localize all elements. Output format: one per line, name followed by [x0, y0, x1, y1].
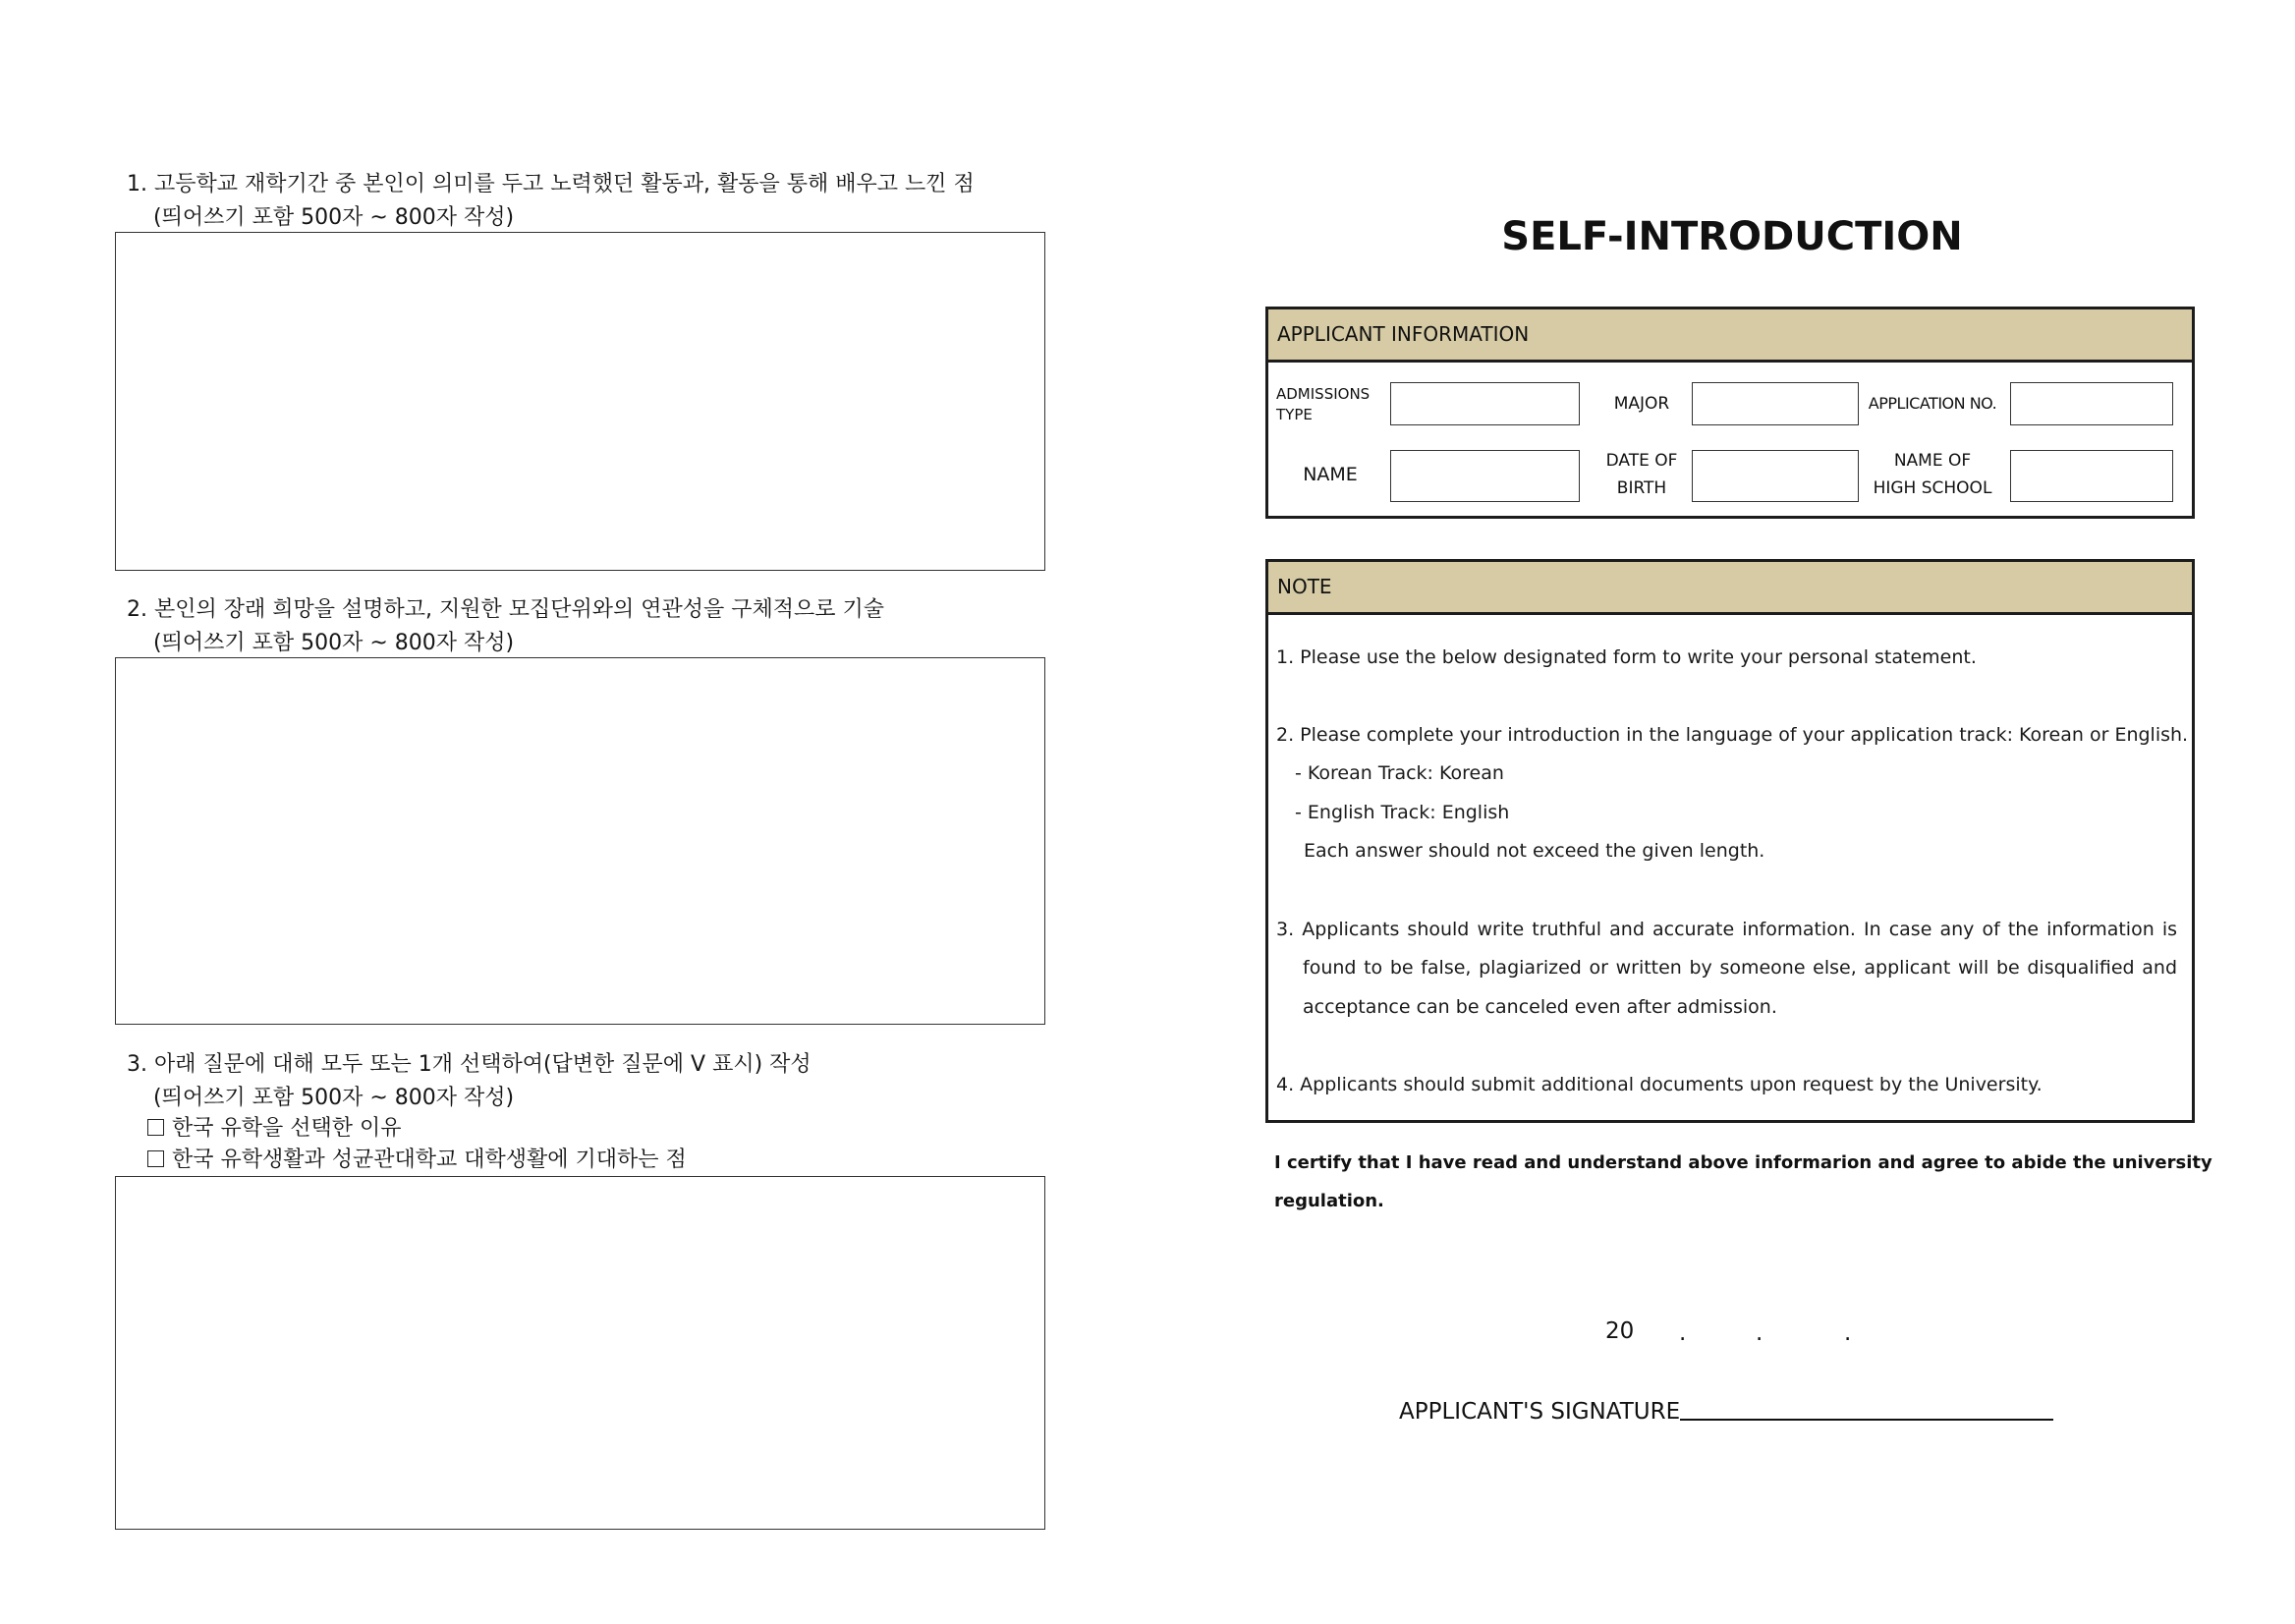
high-school-label-line1: NAME OF: [1893, 451, 1972, 471]
checkbox-icon[interactable]: [147, 1119, 164, 1136]
question-1-length-note: (띄어쓰기 포함 500자 ~ 800자 작성): [153, 205, 515, 230]
certification-statement-line2: regulation.: [1274, 1191, 1384, 1211]
admissions-type-field[interactable]: [1390, 382, 1580, 425]
date-of-birth-label-line1: DATE OF: [1605, 451, 1678, 471]
question-3-answer-box[interactable]: [115, 1176, 1045, 1530]
date-separator-1: .: [1679, 1320, 1687, 1346]
admissions-type-label-line2: TYPE: [1276, 406, 1313, 423]
question-2-length-note: (띄어쓰기 포함 500자 ~ 800자 작성): [153, 631, 515, 655]
note-item-4: 4. Applicants should submit additional documents upon request by the University.: [1276, 1074, 2043, 1095]
admissions-type-label-line1: ADMISSIONS: [1276, 385, 1371, 403]
admissions-type-label: [1276, 384, 1370, 425]
question-3-text: 3. 아래 질문에 대해 모두 또는 1개 선택하여(답변한 질문에 V 표시) 작성: [127, 1052, 812, 1077]
question-3-length-note: (띄어쓰기 포함 500자 ~ 800자 작성): [153, 1086, 515, 1110]
question-2-answer-box[interactable]: [115, 657, 1045, 1025]
note-item-1: 1. Please use the below designated form to write your personal statement.: [1276, 646, 1977, 668]
page-title: SELF-INTRODUCTION: [1501, 214, 1963, 259]
applicant-info-panel: [1265, 307, 2195, 519]
certification-statement-line1: I certify that I have read and understand above informarion and agree to abide the university: [1274, 1152, 2212, 1173]
applicant-signature-line[interactable]: [1680, 1395, 2053, 1421]
date-of-birth-label: [1589, 447, 1695, 502]
question-3-option-1[interactable]: [147, 1115, 402, 1143]
question-3-option-2-label: 한국 유학생활과 성균관대학교 대학생활에 기대하는 점: [172, 1148, 687, 1172]
question-1-text: 1. 고등학교 재학기간 중 본인이 의미를 두고 노력했던 활동과, 활동을 통해 배우고 느낀 점: [127, 172, 975, 196]
date-separator-3: .: [1844, 1320, 1852, 1346]
checkbox-icon[interactable]: [147, 1150, 164, 1167]
applicant-signature: [1399, 1395, 2053, 1425]
question-2-text: 2. 본인의 장래 희망을 설명하고, 지원한 모집단위와의 연관성을 구체적으로 기술: [127, 597, 884, 622]
date-of-birth-label-line2: BIRTH: [1616, 478, 1667, 498]
date-separator-2: .: [1756, 1320, 1763, 1346]
note-item-2-korean-track: - Korean Track: Korean: [1295, 762, 1504, 784]
applicant-signature-label: APPLICANT'S SIGNATURE: [1399, 1399, 1681, 1425]
note-item-3-line2: found to be false, plagiarized or written by someone else, applicant will be disqualified and: [1303, 957, 2177, 979]
question-3-option-1-label: 한국 유학을 선택한 이유: [172, 1116, 402, 1141]
application-no-field[interactable]: [2010, 382, 2173, 425]
name-field[interactable]: [1390, 450, 1580, 502]
question-3-option-2[interactable]: [147, 1147, 687, 1174]
date-year-prefix: 20: [1605, 1318, 1635, 1344]
note-item-3-line1: 3. Applicants should write truthful and accurate information. In case any of the information is: [1276, 919, 2177, 940]
major-label: MAJOR: [1613, 394, 1670, 414]
note-panel: [1265, 559, 2195, 1123]
applicant-info-header: APPLICANT INFORMATION: [1268, 309, 2192, 363]
name-label: NAME: [1303, 464, 1358, 485]
note-item-2-length: Each answer should not exceed the given length.: [1304, 840, 1765, 862]
question-1-answer-box[interactable]: [115, 232, 1045, 571]
major-field[interactable]: [1692, 382, 1859, 425]
high-school-label: [1862, 447, 2003, 502]
note-item-2-english-track: - English Track: English: [1295, 802, 1510, 823]
note-item-2: 2. Please complete your introduction in the language of your application track: Korean or English.: [1276, 724, 2189, 746]
application-no-label: APPLICATION NO.: [1868, 394, 1997, 413]
note-item-3-line3: acceptance can be canceled even after admission.: [1303, 996, 1777, 1018]
date-of-birth-field[interactable]: [1692, 450, 1859, 502]
note-header: NOTE: [1268, 562, 2192, 615]
high-school-label-line2: HIGH SCHOOL: [1873, 478, 1992, 498]
high-school-field[interactable]: [2010, 450, 2173, 502]
